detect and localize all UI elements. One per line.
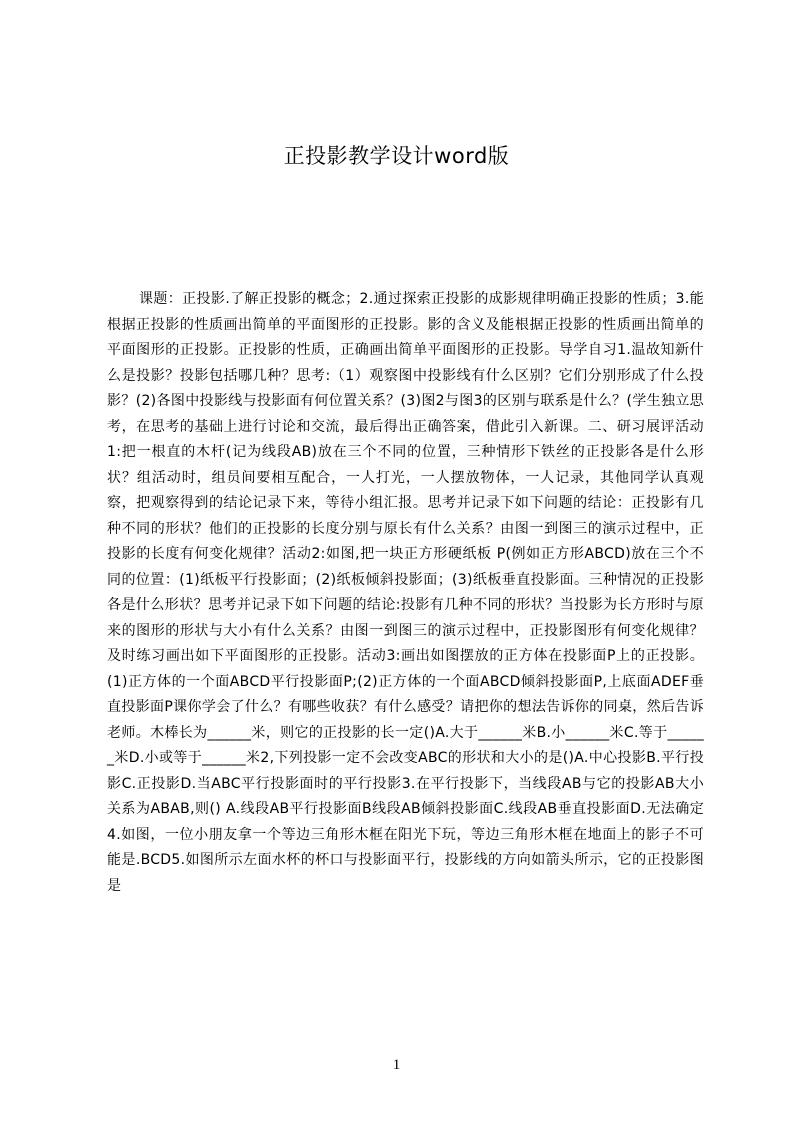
document-title: 正投影教学设计word版 [283,144,510,168]
page-number: 1 [392,1057,401,1073]
body-paragraph: 课题：正投影.了解正投影的概念；2.通过探索正投影的成影规律明确正投影的性质；3.能根据正投影的性质画出简单的平面图形的正投影。影的含义及能根据正投影的性质画出简单的平面图形的正投影。正投影的性质，正确画出简单平面图形的正投影。导学自习1.温故知新什么是投影？投影包括哪几种？思考:（1）观察图中投影线有什么区别？它们分别形成了什么投影？(2)各图中投影线与投影面有何位置关系？(3)图2与图3的区别与联系是什么？(学生独立思考，在思考的基础上进行讨论和交流，最后得出正确答案，借此引入新课。二、研习展评活动1:把一根直的木杆(记为线段AB)放在三个不同的位置，三种情形下铁丝的正投影各是什么形状？组活动时，组员间要相互配合，一人打光，一人摆放物体，一人记录，其他同学认真观察，把观察得到的结论记录下来，等待小组汇报。思考并记录下如下问题的结论：正投影有几种不同的形状？他们的正投影的长度分别与原长有什么关系？由图一到图三的演示过程中，正投影的长度有何变化规律？活动2:如图,把一块正方形硬纸板 P(例如正方形ABCD)放在三个不同的位置：(1)纸板平行投影面；(2)纸板倾斜投影面；(3)纸板垂直投影面。三种情况的正投影各是什么形状？思考并记录下如下问题的结论:投影有几种不同的形状？当投影为长方形时与原来的图形的形状与大小有什么关系？由图一到图三的演示过程中，正投影图形有何变化规律？及时练习画出如下平面图形的正投影。活动3:画出如图摆放的正方体在投影面P上的正投影。(1)正方体的一个面ABCD平行投影面P;(2)正方体的一个面ABCD倾斜投影面P,上底面ADEF垂直投影面P课你学会了什么？有哪些收获？有什么感受？请把你的想法告诉你的同桌，然后告诉老师。木棒长为______米，则它的正投影的长一定()A.大于______米B.小______米C.等于______米D.小或等于______米2,下列投影一定不会改变ABC的形状和大小的是()A.中心投影B.平行投影C.正投影D.当ABC平行投影面时的平行投影3.在平行投影下，当线段AB与它的投影AB大小关系为ABAB,则() A.线段AB平行投影面B线段AB倾斜投影面C.线段AB垂直投影面D.无法确定4.如图，一位小朋友拿一个等边三角形木框在阳光下玩，等边三角形木框在地面上的影子不可能是.BCD5.如图所示左面水杯的杯口与投影面平行，投影线的方向如箭头所示，它的正投影图是 [107,291,704,894]
